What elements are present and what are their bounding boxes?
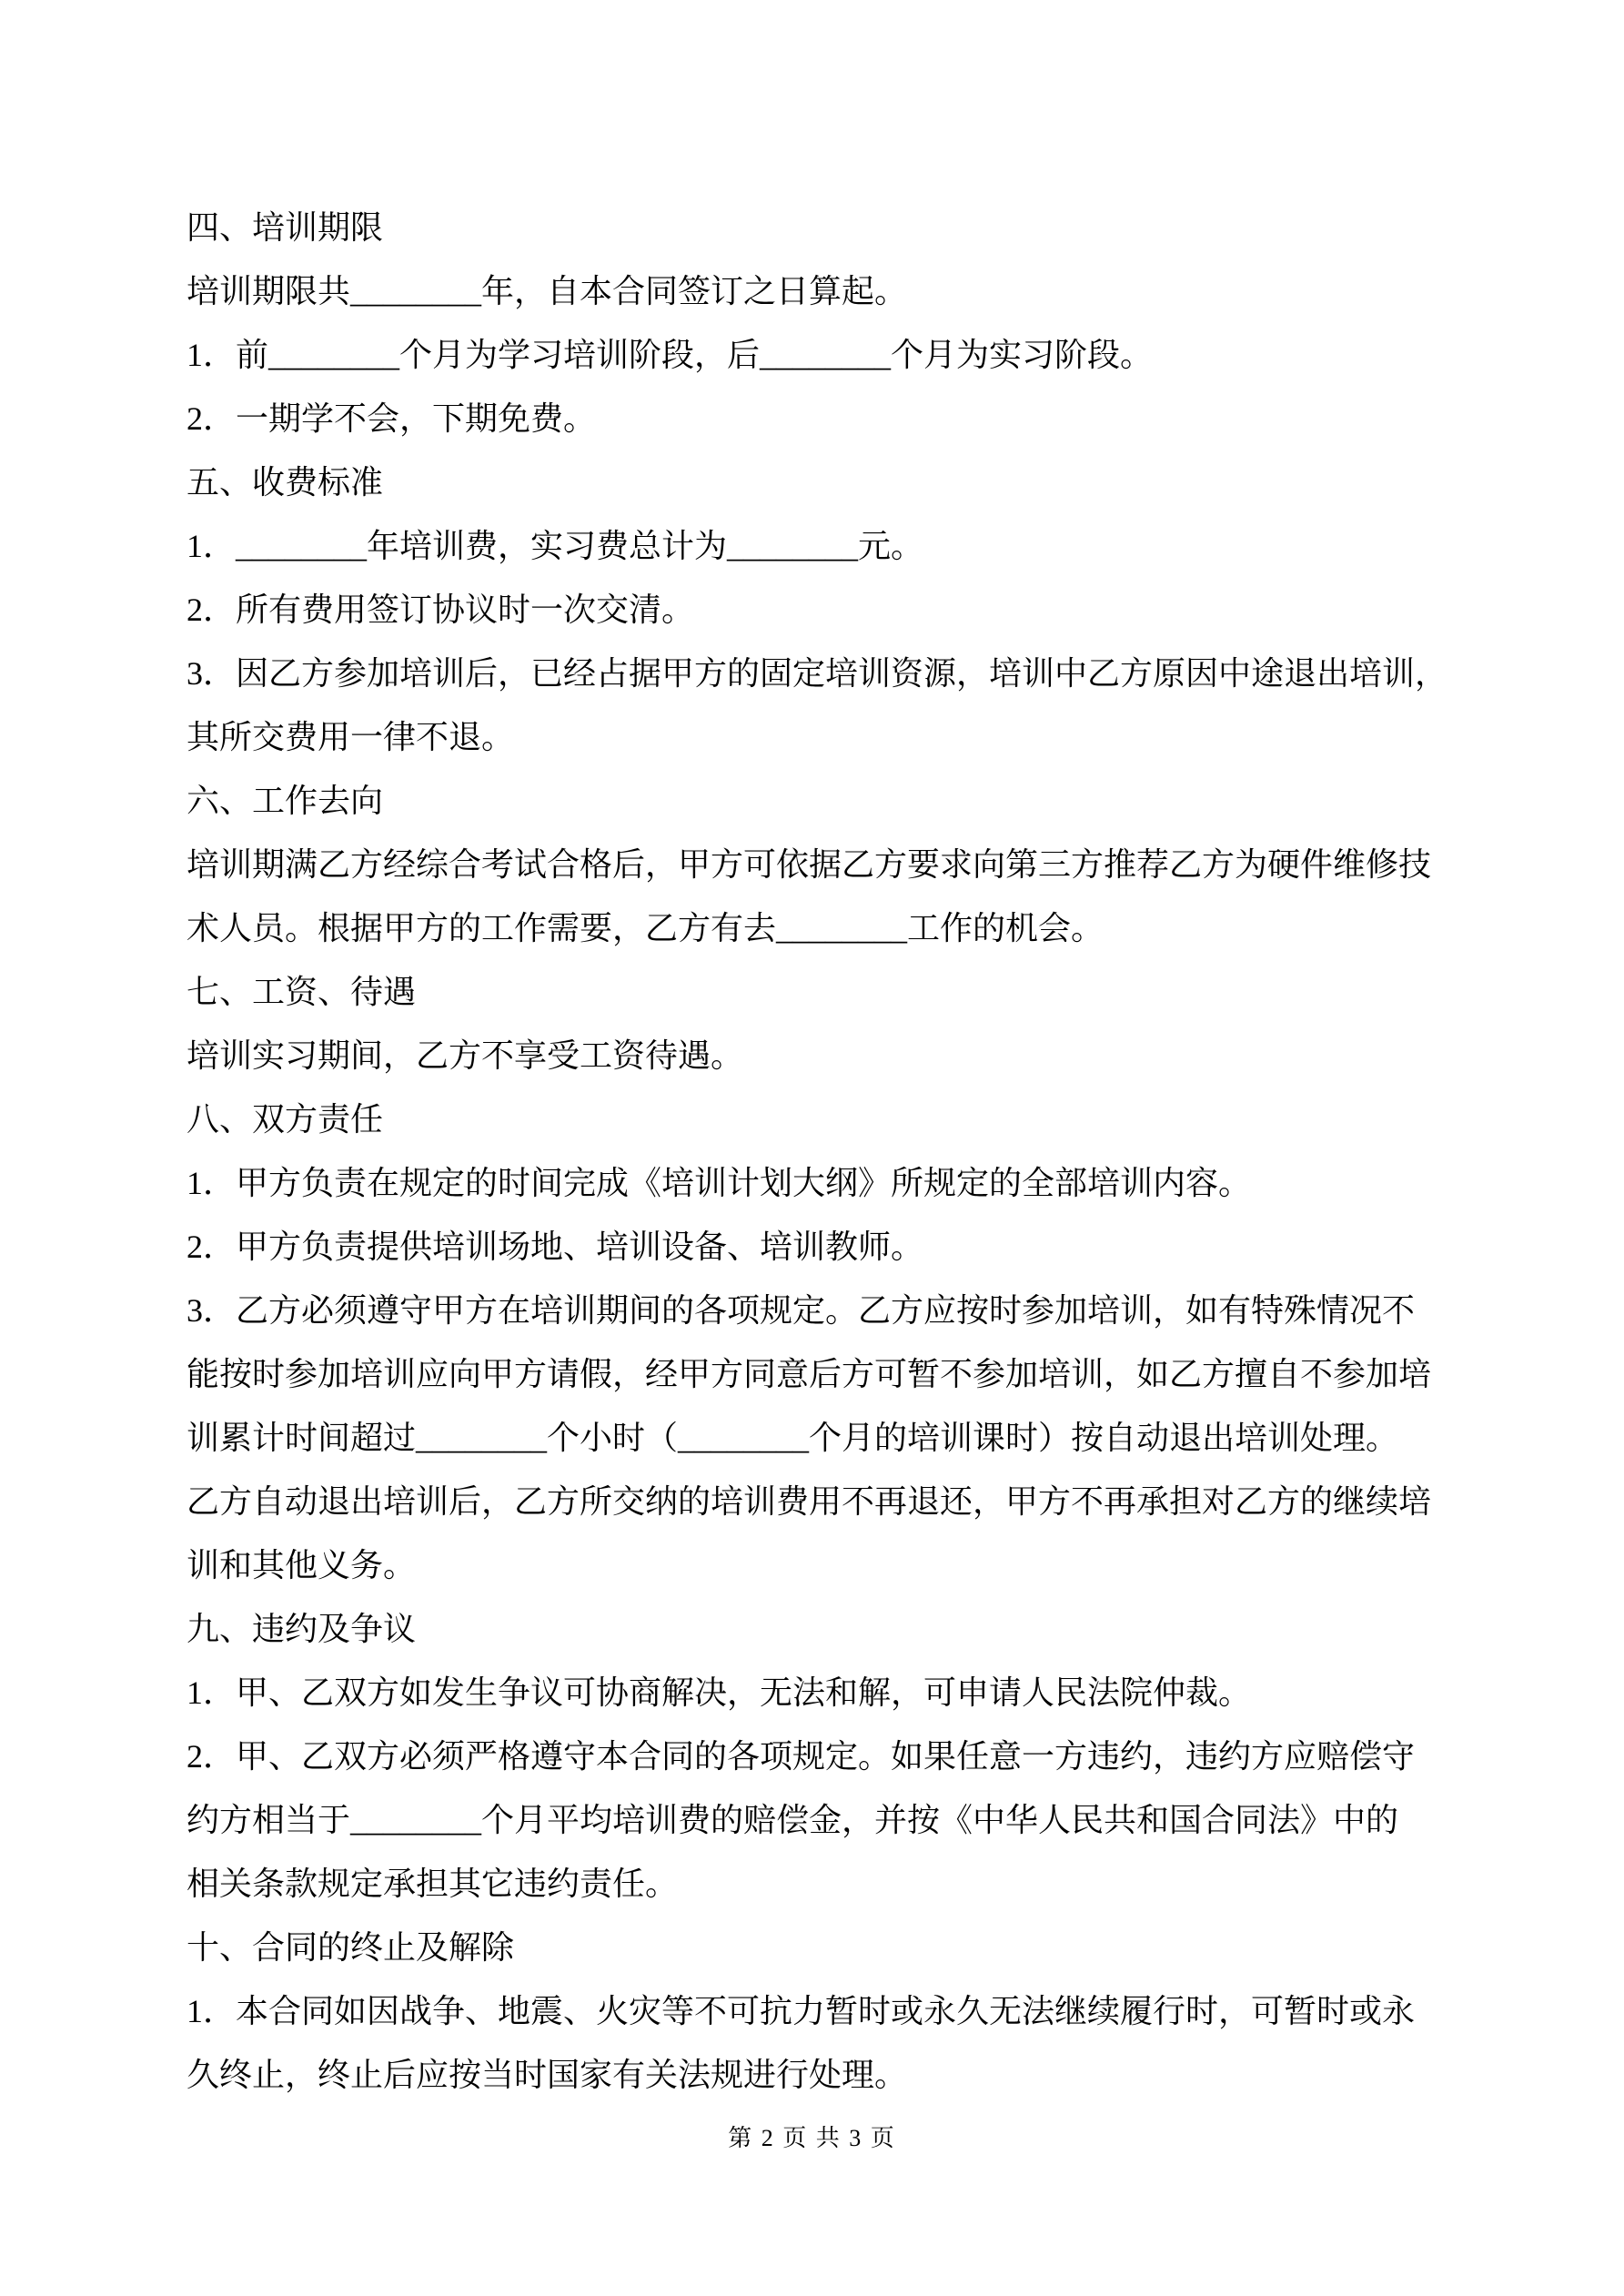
document-line: 1．________年培训费，实习费总计为________元。 [187,528,924,564]
document-line: 培训实习期间，乙方不享受工资待遇。 [187,1037,744,1074]
document-line: 乙方自动退出培训后，乙方所交纳的培训费用不再退还，甲方不再承担对乙方的继续培 [187,1483,1432,1520]
document-line: 2．一期学不会，下期免费。 [187,400,597,437]
document-line: 2．甲、乙双方必须严格遵守本合同的各项规定。如果任意一方违约，违约方应赔偿守 [187,1738,1416,1775]
section-heading-8-responsibilities: 八、双方责任 [187,1101,384,1138]
document-line: 相关条款规定承担其它违约责任。 [187,1866,679,1902]
document-line: 培训期满乙方经综合考试合格后，甲方可依据乙方要求向第三方推荐乙方为硬件维修技 [187,846,1432,883]
document-line: 1．本合同如因战争、地震、火灾等不可抗力暂时或永久无法继续履行时，可暂时或永 [187,1993,1416,2029]
page-number-footer: 第 2 页 共 3 页 [728,2125,896,2151]
document-line: 1．甲方负责在规定的时间完成《培训计划大纲》所规定的全部培训内容。 [187,1165,1252,1201]
document-line: 约方相当于________个月平均培训费的赔偿金，并按《中华人民共和国合同法》中的 [187,1802,1399,1838]
section-heading-6-job-placement: 六、工作去向 [187,783,384,819]
section-heading-4-training-period: 四、培训期限 [187,209,384,246]
document-line: 训和其他义务。 [187,1547,417,1583]
section-heading-7-salary-benefits: 七、工资、待遇 [187,974,417,1010]
document-line: 1．前________个月为学习培训阶段，后________个月为实习阶段。 [187,337,1154,373]
document-line: 术人员。根据甲方的工作需要，乙方有去________工作的机会。 [187,910,1105,946]
document-line: 3．乙方必须遵守甲方在培训期间的各项规定。乙方应按时参加培训，如有特殊情况不 [187,1292,1416,1329]
document-line: 2．甲方负责提供培训场地、培训设备、培训教师。 [187,1229,924,1265]
section-heading-10-termination: 十、合同的终止及解除 [187,1929,515,1966]
document-line: 能按时参加培训应向甲方请假，经甲方同意后方可暂不参加培训，如乙方擅自不参加培 [187,1356,1432,1392]
document-line: 久终止，终止后应按当时国家有关法规进行处理。 [187,2057,908,2093]
document-line: 训累计时间超过________个小时（________个月的培训课时）按自动退出培训处理。 [187,1420,1399,1456]
contract-body [187,196,1448,2107]
document-line: 2．所有费用签订协议时一次交清。 [187,592,695,628]
section-heading-9-breach-disputes: 九、违约及争议 [187,1611,417,1647]
document-line: 培训期限共________年，自本合同签订之日算起。 [187,273,908,309]
section-heading-5-fee-standard: 五、收费标准 [187,464,384,501]
document-line: 1．甲、乙双方如发生争议可协商解决，无法和解，可申请人民法院仲裁。 [187,1674,1252,1711]
document-line: 其所交费用一律不退。 [187,719,515,755]
document-line: 3．因乙方参加培训后，已经占据甲方的固定培训资源，培训中乙方原因中途退出培训， [187,655,1448,692]
